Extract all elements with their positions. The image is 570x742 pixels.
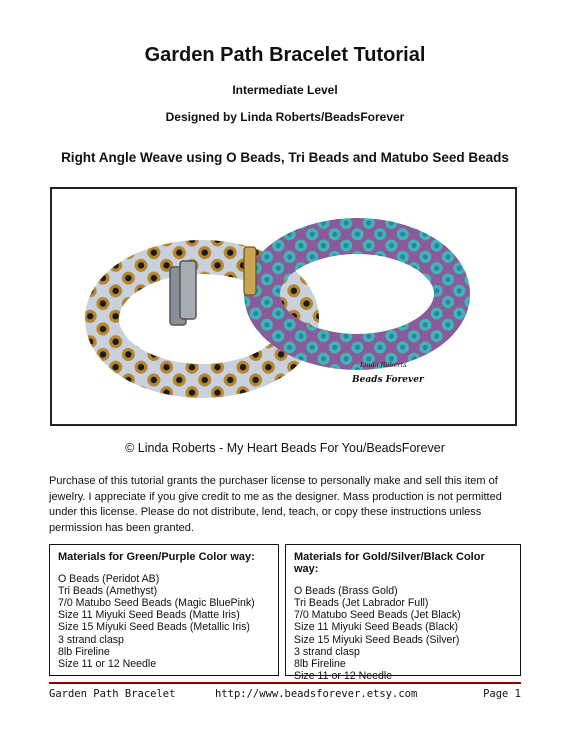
material-item: Size 15 Miyuki Seed Beads (Metallic Iris) <box>58 621 250 634</box>
page-title: Garden Path Bracelet Tutorial <box>144 44 426 66</box>
material-item: Size 15 Miyuki Seed Beads (Silver) <box>294 633 460 646</box>
material-item: Size 11 Miyuki Seed Beads (Matte Iris) <box>58 609 240 622</box>
copyright-line: © Linda Roberts - My Heart Beads For You/BeadsForever <box>125 441 445 455</box>
page-number: Page 1 <box>483 688 521 700</box>
material-item: Tri Beads (Amethyst) <box>58 585 158 598</box>
material-item: Size 11 or 12 Needle <box>294 669 393 682</box>
designer-credit: Designed by Linda Roberts/BeadsForever <box>165 110 405 124</box>
license-line: jewelry. I appreciate if you give credit to me as the designer. Mass production is not permitted <box>49 490 502 503</box>
material-item: 3 strand clasp <box>58 633 124 646</box>
material-item: Size 11 or 12 Needle <box>58 657 157 670</box>
materials-gold-silver-black-box <box>285 544 521 682</box>
material-item: 7/0 Matubo Seed Beads (Magic BluePink) <box>58 597 255 610</box>
green-bracelet <box>244 236 452 352</box>
materials-heading: Materials for Gold/Silver/Black Color way: <box>294 551 485 576</box>
footer-title: Garden Path Bracelet <box>49 688 176 700</box>
footer-url-link[interactable]: http://www.beadsforever.etsy.com <box>215 688 418 700</box>
material-item: O Beads (Brass Gold) <box>294 585 398 598</box>
license-line: Purchase of this tutorial grants the purchaser license to personally make and sell this item of <box>49 475 498 487</box>
page-footer <box>49 688 521 704</box>
materials-green-purple-box <box>49 544 279 676</box>
bracelet-photo <box>50 187 517 426</box>
material-item: 7/0 Matubo Seed Beads (Jet Black) <box>294 609 461 622</box>
material-item: 8lb Fireline <box>294 657 346 670</box>
photo-signature-brand: Beads Forever <box>352 375 424 385</box>
material-item: Size 11 Miyuki Seed Beads (Black) <box>294 621 459 634</box>
level-label: Intermediate Level <box>232 83 338 97</box>
photo-signature-name: Linda Roberts <box>360 361 407 369</box>
material-item: Tri Beads (Jet Labrador Full) <box>294 597 429 610</box>
materials-heading: Materials for Green/Purple Color way: <box>58 551 255 563</box>
license-line: permission has been granted. <box>49 521 194 534</box>
bracelet-illustration <box>52 189 515 424</box>
material-item: O Beads (Peridot AB) <box>58 573 160 586</box>
material-item: 8lb Fireline <box>58 645 110 658</box>
material-item: 3 strand clasp <box>294 645 360 658</box>
footer-divider <box>49 682 521 684</box>
license-paragraph <box>49 474 529 536</box>
technique-subtitle: Right Angle Weave using O Beads, Tri Beads and Matubo Seed Beads <box>61 150 509 165</box>
license-line: under this license. Please do not distribute, lend, teach, or copy these instructions unless <box>49 506 482 519</box>
